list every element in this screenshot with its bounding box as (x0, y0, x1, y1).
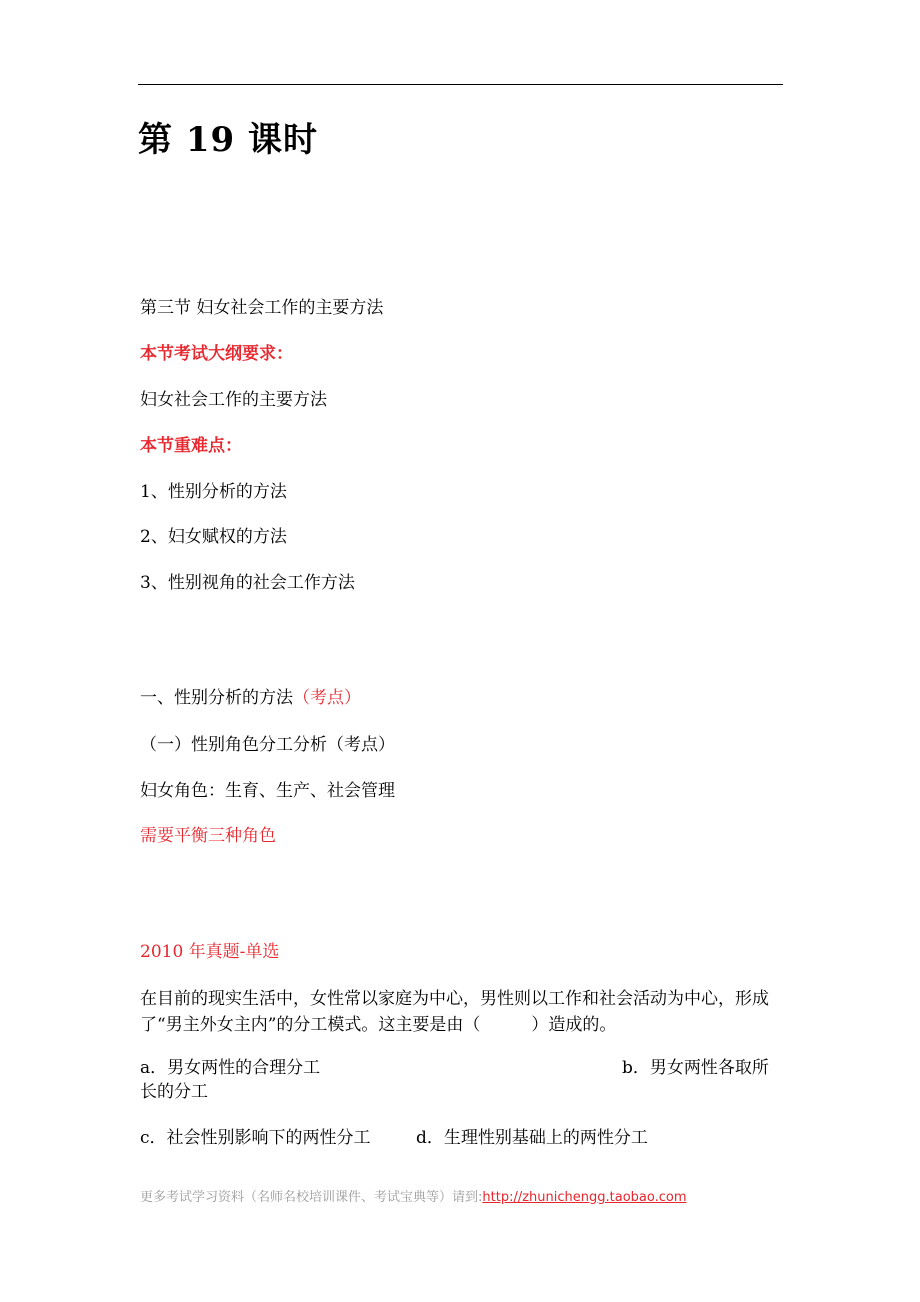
header-rule (138, 84, 783, 85)
keypoint-item: 1、性别分析的方法 (140, 482, 287, 502)
page-title: 第 19 课时 (138, 120, 318, 160)
syllabus-label: 本节考试大纲要求： (140, 344, 293, 364)
footer (140, 1186, 687, 1205)
keypoint-item: 3、性别视角的社会工作方法 (140, 573, 355, 593)
option-b: b．男女两性各取所 (622, 1058, 769, 1078)
balance-note: 需要平衡三种角色 (140, 826, 276, 846)
footer-text: 更多考试学习资料（名师名校培训课件、考试宝典等）请到: (140, 1190, 483, 1205)
footer-link[interactable]: http://zhunichengg.taobao.com (482, 1190, 687, 1205)
part1-heading (140, 686, 361, 710)
section-heading: 第三节 妇女社会工作的主要方法 (140, 298, 384, 318)
question-text: 在目前的现实生活中，女性常以家庭为中心，男性则以工作和社会活动为中心，形成了“男主外女主内”的分工模式。这主要是由（ ）造成的。 (140, 989, 769, 1035)
option-a: a．男女两性的合理分工 (140, 1058, 321, 1078)
women-roles: 妇女角色：生育、生产、社会管理 (140, 781, 395, 801)
option-d: d．生理性别基础上的两性分工 (416, 1128, 648, 1148)
keypoint-item: 2、妇女赋权的方法 (140, 527, 287, 547)
syllabus-item: 妇女社会工作的主要方法 (140, 390, 327, 410)
option-b-continued: 长的分工 (140, 1082, 208, 1102)
part1-heading-text: 一、性别分析的方法 (140, 688, 293, 708)
part1-tag: （考点） (293, 688, 361, 708)
exam-label: 2010 年真题-单选 (140, 942, 280, 962)
keypoints-label: 本节重难点： (140, 436, 242, 456)
option-c: c．社会性别影响下的两性分工 (140, 1128, 371, 1148)
sub1-heading: （一）性别角色分工分析（考点） (140, 735, 395, 755)
